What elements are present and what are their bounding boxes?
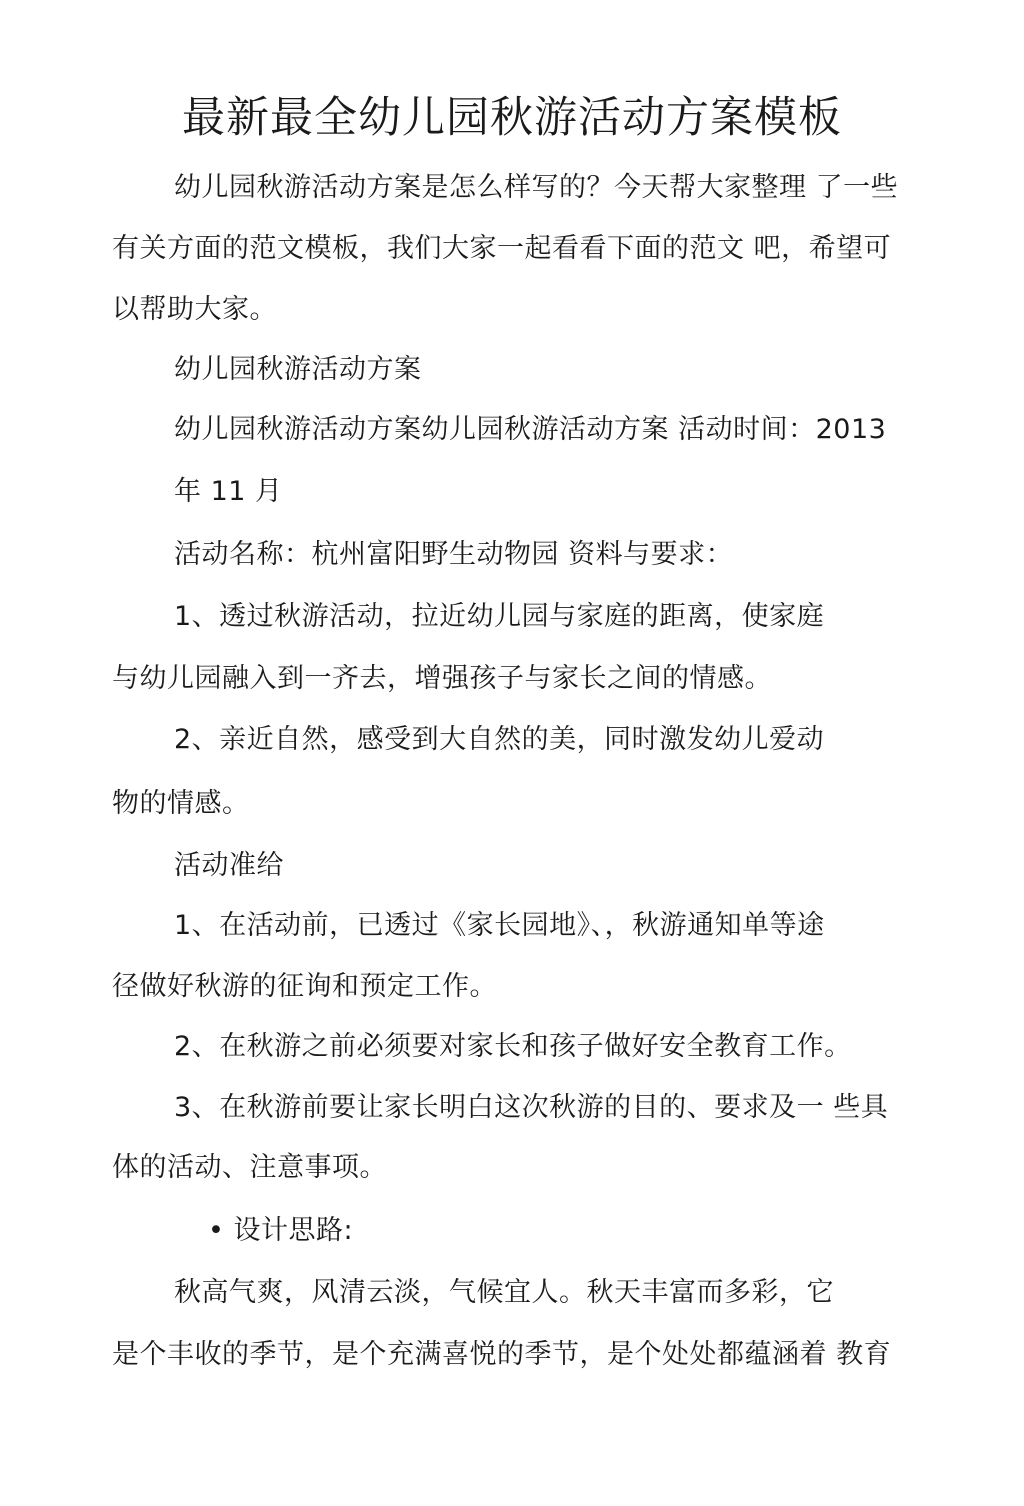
paragraph-line: 有关方面的范文模板，我们大家一起看看下面的范文 吧，希望可 xyxy=(112,233,892,264)
paragraph-line: 幼儿园秋游活动方案是怎么样写的？今天帮大家整理 了一些 xyxy=(174,172,899,203)
section-heading: 幼儿园秋游活动方案 xyxy=(174,354,422,385)
paragraph-line: 是个丰收的季节，是个充满喜悦的季节，是个处处都蕴涵着 教育 xyxy=(112,1339,892,1370)
section-heading: 活动准给 xyxy=(174,850,284,881)
paragraph-line: 秋高气爽，风清云淡，气候宜人。秋天丰富而多彩，它 xyxy=(174,1277,834,1308)
list-item: 1、在活动前，已透过《家长园地》、，秋游通知单等途 xyxy=(174,910,825,941)
list-item: 2、在秋游之前必须要对家长和孩子做好安全教育工作。 xyxy=(174,1031,852,1062)
paragraph-line: 以帮助大家。 xyxy=(112,294,277,325)
list-item: 2、亲近自然，感受到大自然的美，同时激发幼儿爱动 xyxy=(174,724,825,755)
list-item: 1、透过秋游活动，拉近幼儿园与家庭的距离，使家庭 xyxy=(174,601,825,632)
bullet-heading: • 设计思路: xyxy=(208,1215,354,1246)
paragraph-line: 活动名称：杭州富阳野生动物园 资料与要求： xyxy=(174,539,734,570)
paragraph-line: 年 11 月 xyxy=(174,476,283,507)
list-item-continuation: 物的情感。 xyxy=(112,788,250,819)
document-title: 最新最全幼儿园秋游活动方案模板 xyxy=(182,93,842,143)
list-item: 3、在秋游前要让家长明白这次秋游的目的、要求及一 些具 xyxy=(174,1092,889,1123)
list-item-continuation: 与幼儿园融入到一齐去，增强孩子与家长之间的情感。 xyxy=(112,663,772,694)
list-item-continuation: 径做好秋游的征询和预定工作。 xyxy=(112,971,497,1002)
paragraph-line: 幼儿园秋游活动方案幼儿园秋游活动方案 活动时间：2013 xyxy=(174,414,887,445)
list-item-continuation: 体的活动、注意事项。 xyxy=(112,1152,387,1183)
